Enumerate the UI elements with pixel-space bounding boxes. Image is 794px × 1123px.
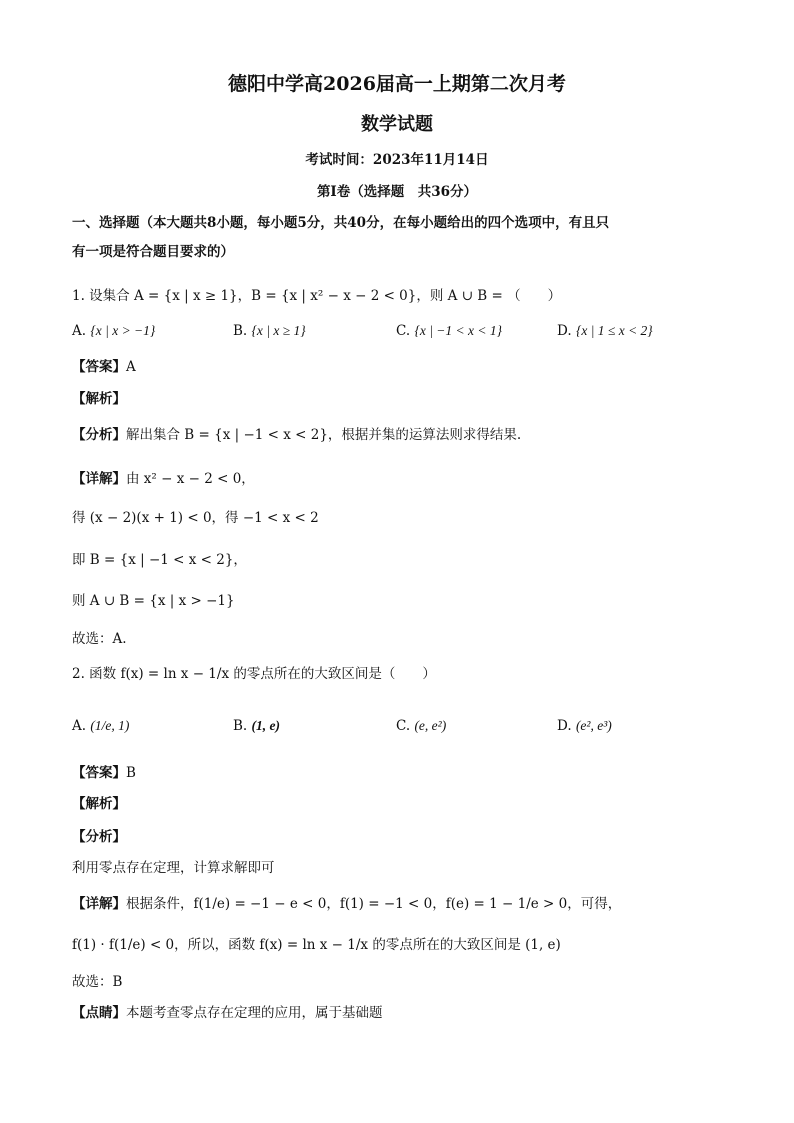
fenxi-tag: 【分析】 [72,427,126,443]
answer-tag: 【答案】 [72,359,126,375]
q2-option-a [72,717,129,735]
q1-detail-line1 [72,470,255,488]
q2-fenxi-tag: 【分析】 [72,829,126,845]
exam-title: 德阳中学高2026届高一上期第二次月考 [228,73,566,95]
option-label: B. [233,323,248,339]
q1-detail-line3: 即 B = {x | −1 < x < 2}， [72,552,247,568]
option-label: D. [557,718,572,734]
section-heading-line1: 一、选择题（本大题共8小题，每小题5分，共40分，在每小题给出的四个选项中，有且只 [72,215,610,231]
answer-tag: 【答案】 [72,765,126,781]
answer-value: A [126,359,136,375]
exam-time: 考试时间：2023年11月14日 [305,152,489,168]
fenxi-text: 解出集合 B = {x | −1 < x < 2}，根据并集的运算法则求得结果. [126,427,522,443]
q2-stem: 2. 函数 f(x) = ln x − 1/x 的零点所在的大致区间是（ ） [72,666,436,682]
q2-detail-line1 [72,895,621,913]
comment-text: 本题考查零点存在定理的应用，属于基础题 [126,1005,383,1021]
detail-text: 根据条件，f(1/e) = −1 − e < 0，f(1) = −1 < 0，f(e) = 1 − 1/e > 0，可得， [126,896,622,912]
option-text: (1/e, 1) [90,718,130,733]
q2-analysis-tag: 【解析】 [72,796,126,812]
q1-answer [72,358,136,376]
exam-subtitle: 数学试题 [361,114,433,135]
q2-conclusion: 故选：B [72,974,123,990]
q1-stem: 1. 设集合 A = {x | x ≥ 1}，B = {x | x² − x − 2 < 0}，则 A ∪ B = （ ） [72,288,562,304]
answer-value: B [126,765,136,781]
option-label: A. [72,323,87,339]
section-heading-line2: 有一项是符合题目要求的） [72,244,234,260]
option-text: {x | x > −1} [90,323,156,338]
q1-conclusion: 故选：A. [72,631,127,647]
detail-tag: 【详解】 [72,471,126,487]
option-text: (1, e) [251,718,280,733]
option-label: B. [233,718,248,734]
q1-option-c [396,322,502,340]
q1-option-a [72,322,155,340]
option-text: {x | −1 < x < 1} [414,323,503,338]
q1-option-d [557,322,653,340]
q2-answer [72,764,136,782]
volume-heading: 第I卷（选择题 共36分） [316,184,478,200]
option-label: C. [396,718,411,734]
q2-option-b [233,717,280,735]
q1-fenxi [72,426,521,444]
option-text: {x | x ≥ 1} [251,323,306,338]
option-text: {x | 1 ≤ x < 2} [575,323,653,338]
option-label: A. [72,718,87,734]
q2-comment [72,1004,383,1022]
option-text: (e², e³) [575,718,612,733]
q2-detail-line2: f(1) · f(1/e) < 0，所以，函数 f(x) = ln x − 1/x 的零点所在的大致区间是 (1, e) [72,937,561,953]
q1-detail-line4: 则 A ∪ B = {x | x > −1} [72,593,235,609]
option-text: (e, e²) [414,718,447,733]
detail-tag: 【详解】 [72,896,126,912]
q2-option-d [557,717,612,735]
q1-analysis-tag: 【解析】 [72,391,126,407]
q2-fenxi: 利用零点存在定理，计算求解即可 [72,860,275,876]
q1-option-b [233,322,306,340]
detail-text: 由 x² − x − 2 < 0， [126,471,255,487]
q2-option-c [396,717,446,735]
option-label: C. [396,323,411,339]
q1-detail-line2: 得 (x − 2)(x + 1) < 0，得 −1 < x < 2 [72,510,319,526]
option-label: D. [557,323,572,339]
comment-tag: 【点睛】 [72,1005,126,1021]
